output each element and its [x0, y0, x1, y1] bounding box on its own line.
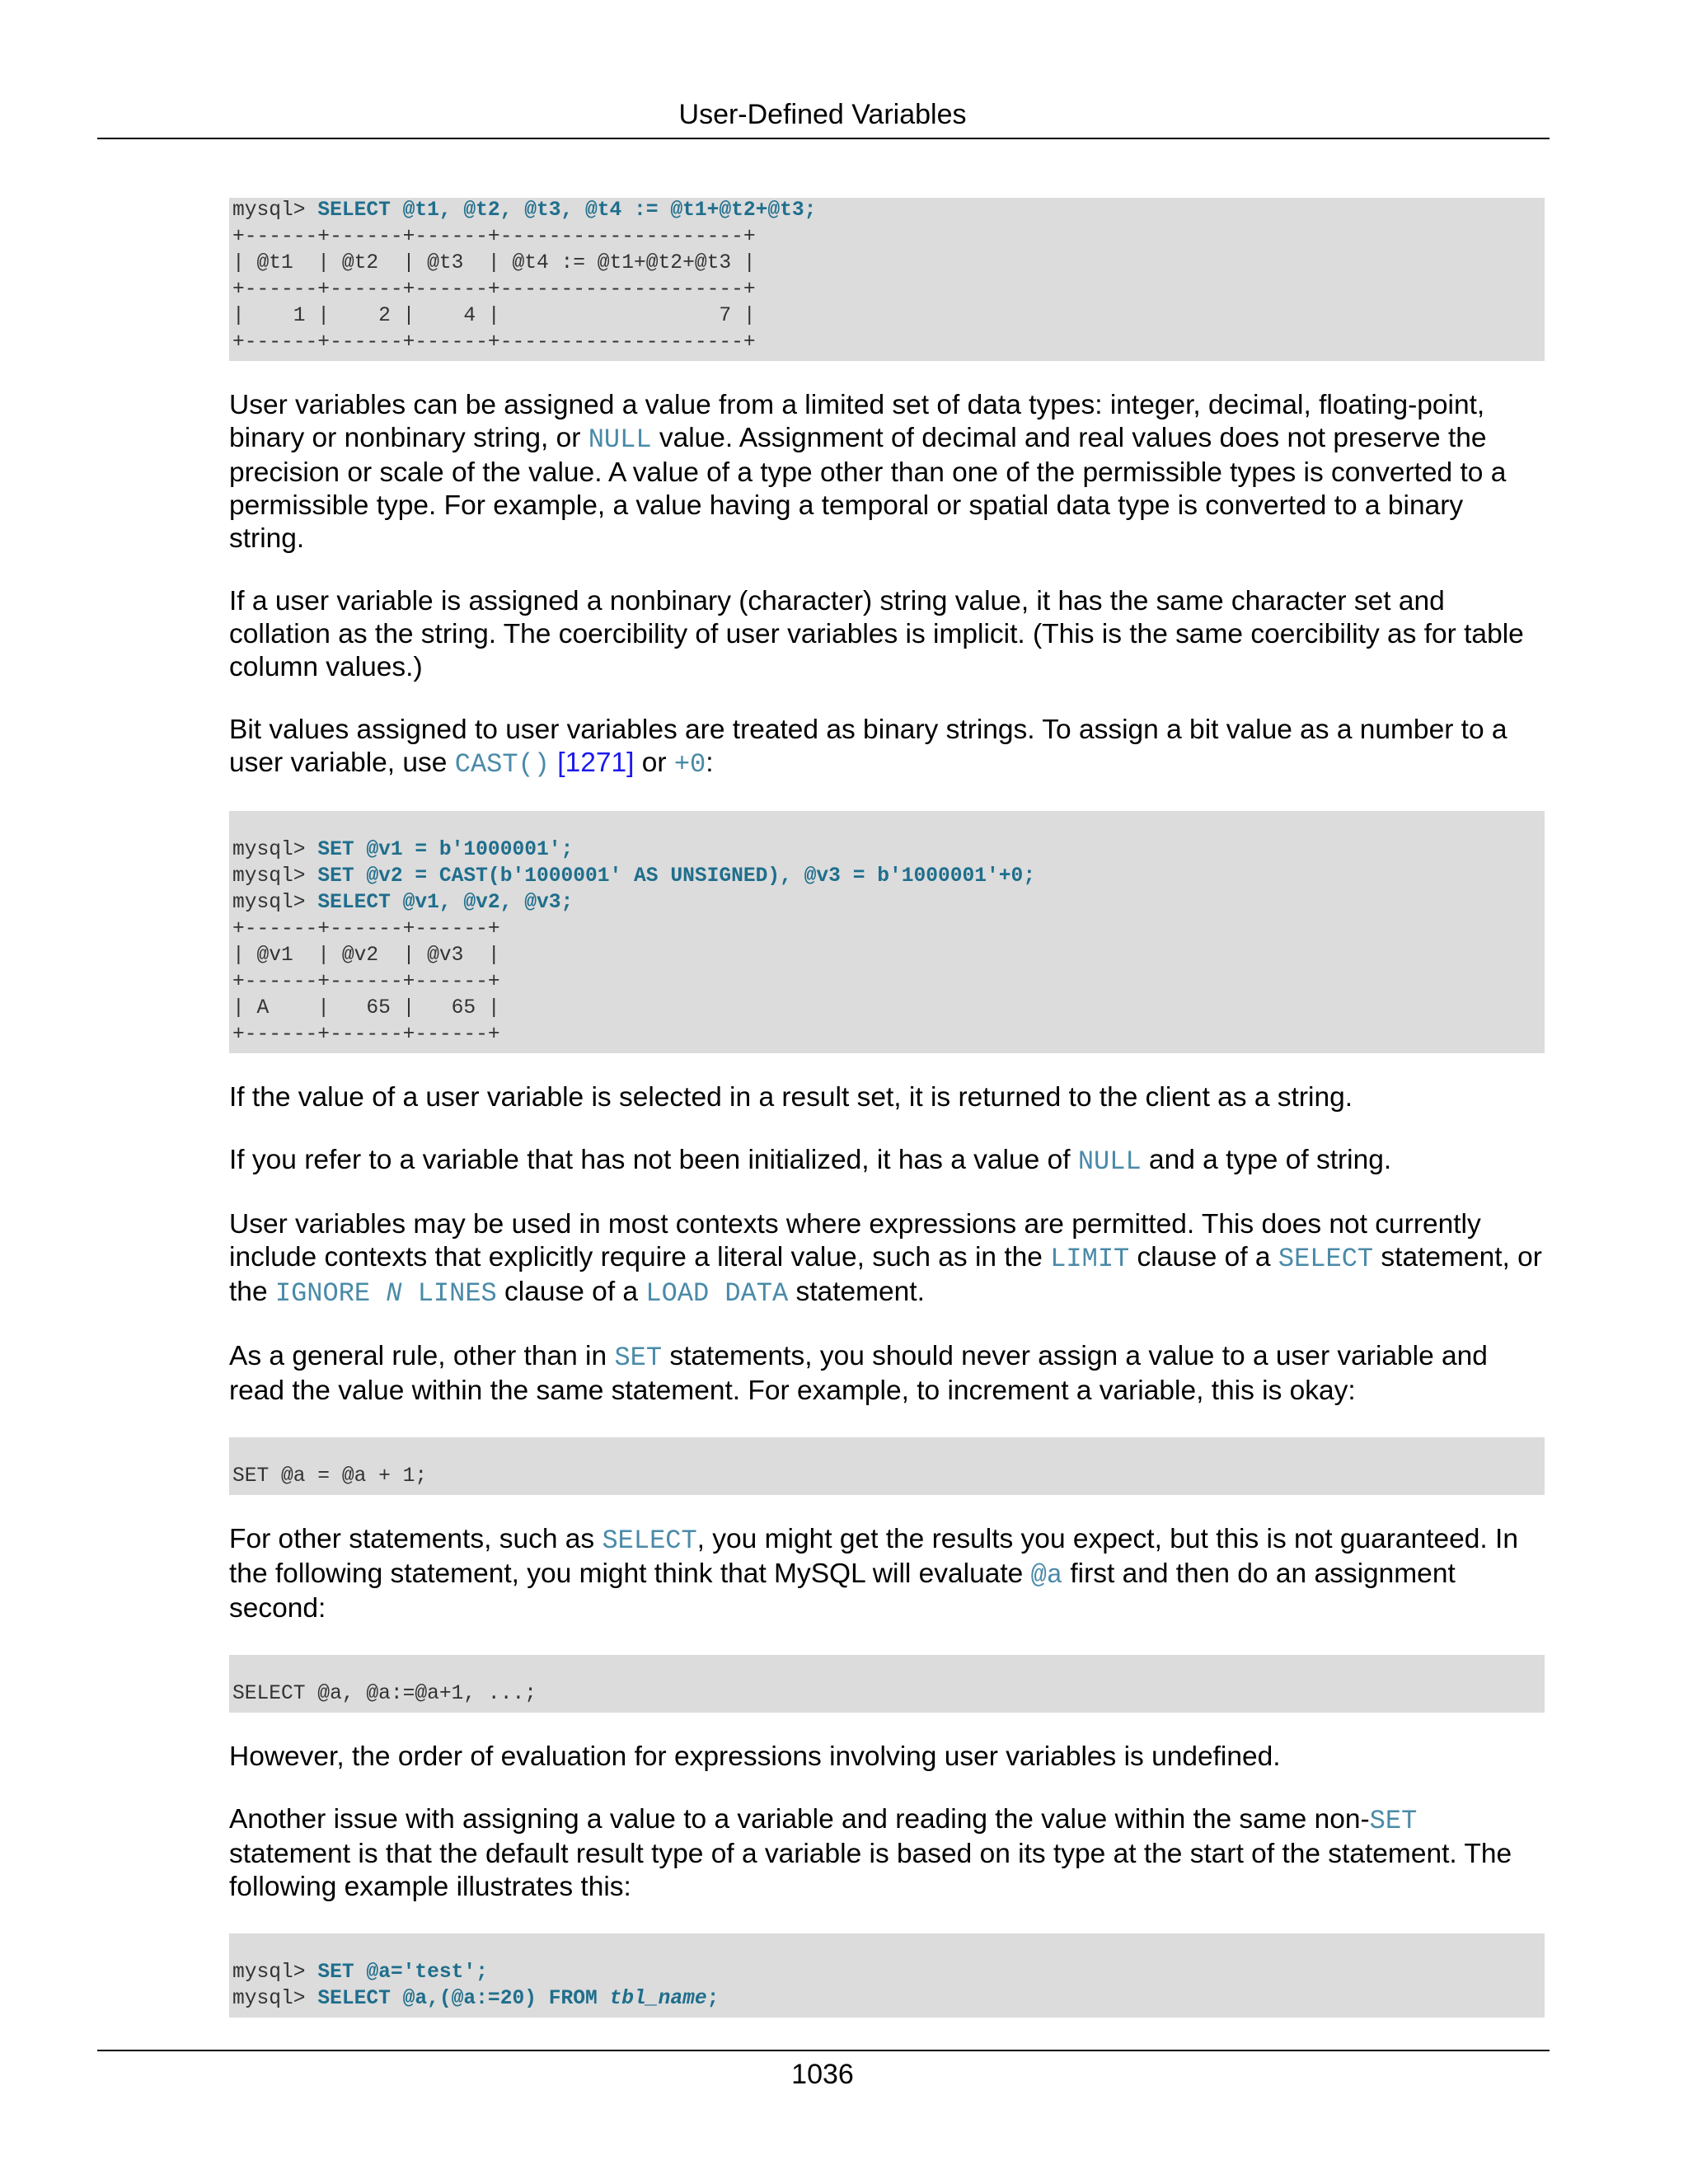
- result-row: | @v1 | @v2 | @v3 |: [232, 944, 500, 967]
- paragraph-general-rule: As a general rule, other than in SET statements, you should never assign a value to a user variable and read the value within the same statement. For example, to increment a variable, this is okay:: [229, 1341, 1488, 1406]
- result-row: | @t1 | @t2 | @t3 | @t4 := @t1+@t2+@t3 |: [232, 252, 756, 274]
- sql-terminator: ;: [706, 1988, 720, 2010]
- mysql-prompt: mysql>: [232, 892, 318, 914]
- link-cast-function[interactable]: CAST(): [454, 749, 550, 780]
- sql-command: SET @v2 = CAST(b'1000001' AS UNSIGNED), @v3 = b'1000001'+0;: [317, 865, 1036, 888]
- literal-at-a: @a: [1030, 1560, 1063, 1591]
- paragraph-bit-values: Bit values assigned to user variables are treated as binary strings. To assign a bit value as a number to a user variable, use CAST() [1271] or +0:: [229, 715, 1507, 780]
- code-line: [232, 864, 1541, 890]
- result-row: | 1 | 2 | 4 | 7 |: [232, 305, 756, 327]
- link-page-reference[interactable]: [1271]: [557, 748, 635, 778]
- sql-placeholder: tbl_name: [609, 1988, 707, 2010]
- sql-command: SELECT @a,(@a:=20) FROM: [317, 1988, 610, 2010]
- page-content: [229, 198, 1545, 2046]
- code-block-bit-values: [229, 811, 1545, 1053]
- page-number: 1036: [791, 2059, 854, 2090]
- literal-select: SELECT: [602, 1526, 697, 1556]
- sql-command: SELECT @t1, @t2, @t3, @t4 := @t1+@t2+@t3;: [317, 199, 817, 222]
- result-row: +------+------+------+: [232, 918, 500, 940]
- literal-null: NULL: [588, 424, 652, 455]
- footer-divider: [97, 2050, 1550, 2051]
- paragraph-contexts: User variables may be used in most contexts where expressions are permitted. This does not currently include contexts that explicitly require a literal value, such as in the LIMIT clause of a SELECT statement, or the IGNORE N LINES clause of a LOAD DATA statement.: [229, 1209, 1542, 1309]
- code-line: [232, 1960, 1541, 1986]
- result-row: +------+------+------+--------------------+: [232, 226, 756, 248]
- mysql-prompt: mysql>: [232, 839, 318, 861]
- code-line: [232, 890, 1541, 916]
- literal-select: SELECT: [1278, 1244, 1374, 1274]
- paragraph-character-set: If a user variable is assigned a nonbinary (character) string value, it has the same character set and collation as the string. The coercibility of user variables is implicit. (This is the same coercibility as for table column values.): [229, 586, 1524, 682]
- sql-command: SET @v1 = b'1000001';: [317, 839, 574, 861]
- paragraph-order-undefined: However, the order of evaluation for expressions involving user variables is undefined.: [229, 1741, 1281, 1772]
- mysql-prompt: mysql>: [232, 1988, 318, 2010]
- result-row: +------+------+------+: [232, 971, 500, 993]
- paragraph-result-type: Another issue with assigning a value to a variable and reading the value within the same non-SET statement is that the default result type of a variable is based on its type at the start of the statement. The following example illustrates this:: [229, 1804, 1512, 1902]
- code-block-increment: [229, 1437, 1545, 1495]
- literal-null: NULL: [1077, 1146, 1142, 1177]
- result-row: +------+------+------+: [232, 1024, 500, 1046]
- literal-plus-zero: +0: [673, 749, 706, 780]
- code-line: [232, 1986, 1541, 2013]
- literal-set: SET: [614, 1343, 663, 1373]
- literal-lines: LINES: [401, 1278, 497, 1309]
- paragraph-result-set: If the value of a user variable is selected in a result set, it is returned to the client as a string.: [229, 1082, 1353, 1113]
- paragraph-data-types: User variables can be assigned a value from a limited set of data types: integer, decimal, floating-point, binary or nonbinary string, or NULL value. Assignment of decimal and real values does not preserve the precision or scale of the value. A value of a type other than one of the permissible types is converted to a permissible type. For example, a value having a temporal or spatial data type is converted to a binary string.: [229, 390, 1507, 554]
- mysql-prompt: mysql>: [232, 865, 318, 888]
- code-line: SELECT @a, @a:=@a+1, ...;: [232, 1683, 537, 1705]
- sql-command: SELECT @v1, @v2, @v3;: [317, 892, 574, 914]
- code-block-select-assign: [229, 1655, 1545, 1713]
- page-header-title: User-Defined Variables: [678, 99, 967, 130]
- mysql-prompt: mysql>: [232, 199, 318, 222]
- code-block-type-example: [229, 1933, 1545, 2018]
- literal-set: SET: [1369, 1806, 1418, 1836]
- code-line: [232, 198, 1541, 224]
- result-row: | A | 65 | 65 |: [232, 997, 500, 1019]
- result-row: +------+------+------+--------------------+: [232, 331, 756, 354]
- code-line: [232, 837, 1541, 864]
- code-line: SET @a = @a + 1;: [232, 1465, 428, 1488]
- mysql-prompt: mysql>: [232, 1961, 318, 1984]
- paragraph-other-statements: For other statements, such as SELECT, you might get the results you expect, but this is not guaranteed. In the following statement, you might think that MySQL will evaluate @a first and then do an assignment second:: [229, 1524, 1518, 1624]
- literal-limit: LIMIT: [1050, 1244, 1130, 1274]
- paragraph-uninitialized: If you refer to a variable that has not been initialized, it has a value of NULL and a type of string.: [229, 1145, 1392, 1177]
- sql-command: SET @a='test';: [317, 1961, 488, 1984]
- header-divider: [97, 138, 1550, 139]
- literal-ignore: IGNORE: [274, 1278, 387, 1309]
- literal-load-data: LOAD DATA: [645, 1278, 789, 1309]
- literal-n: N: [386, 1278, 402, 1309]
- code-block-select-t-vars: [229, 198, 1545, 361]
- result-row: +------+------+------+--------------------+: [232, 279, 756, 301]
